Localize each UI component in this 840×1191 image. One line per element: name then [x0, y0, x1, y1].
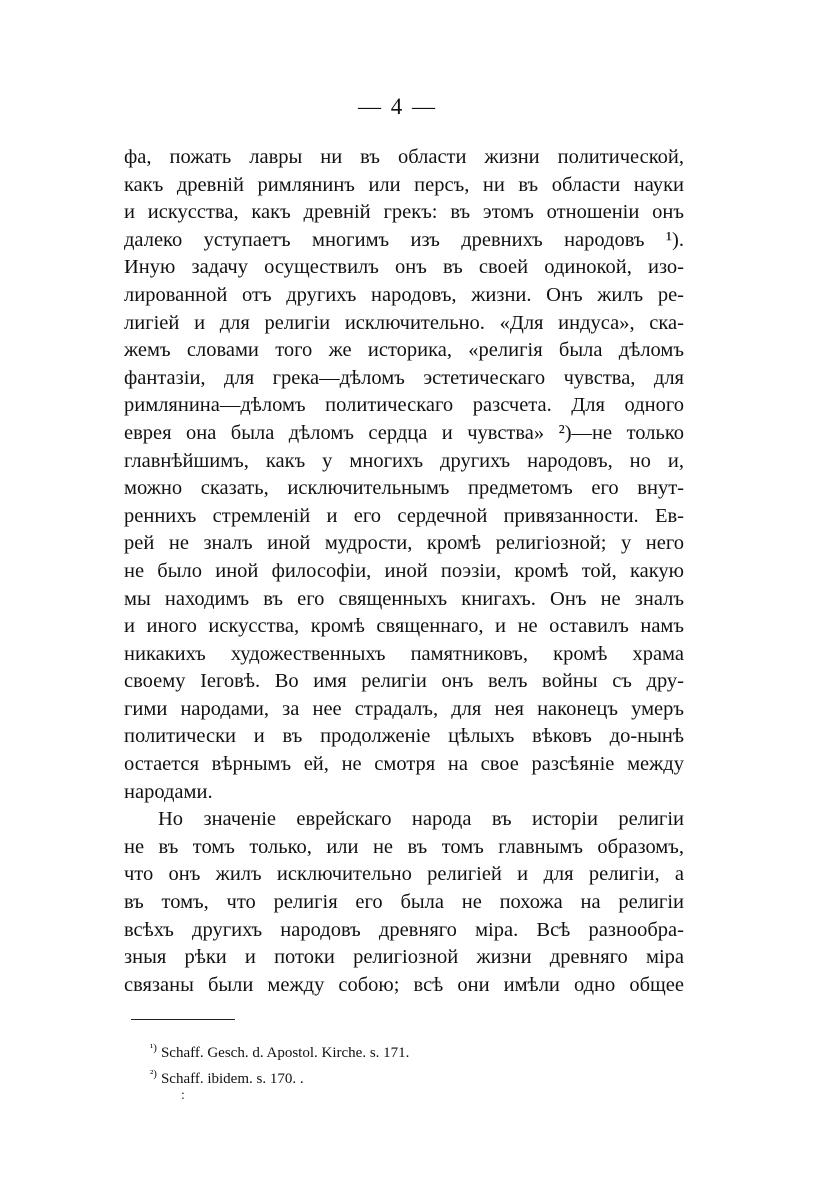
text-line: что онъ жилъ исключительно религіей и для религіи, а	[124, 863, 684, 886]
text-line: лированной отъ другихъ народовъ, жизни. Онъ жилъ ре-	[124, 283, 684, 306]
text-line: можно сказать, исключительнымъ предметомъ его внут-	[124, 477, 684, 500]
footnote-text: Schaff. Gesch. d. Apostol. Kirche. s. 171.	[160, 1045, 410, 1061]
text-line: никакихъ художественныхъ памятниковъ, кромѣ храма	[124, 642, 684, 665]
text-line: римлянина—дѣломъ политическаго разсчета. Для одного	[124, 394, 684, 417]
text-line: гими народами, за нее страдалъ, для нея наконецъ умеръ	[124, 697, 684, 720]
paragraph-end-line: народами.	[124, 780, 213, 803]
text-line: своему Іеговѣ. Во имя религіи онъ велъ войны съ дру-	[124, 670, 684, 693]
body-text	[124, 144, 684, 999]
text-line: не было иной философіи, иной поэзіи, кромѣ той, какую	[124, 559, 684, 582]
text-line: мы находимъ въ его священныхъ книгахъ. Онъ не зналъ	[124, 587, 684, 610]
footnote-divider	[131, 1019, 235, 1020]
text-line: лигіей и для религіи исключительно. «Для индуса», ска-	[124, 311, 684, 334]
text-line: и искусства, какъ древній грекъ: въ этомъ отношеніи онъ	[124, 201, 684, 224]
text-line: и иного искусства, кромѣ священнаго, и не оставилъ намъ	[124, 615, 684, 638]
text-line: не въ томъ только, или не въ томъ главнымъ образомъ,	[124, 835, 684, 858]
text-line: связаны были между собою; всѣ они имѣли одно общее	[124, 973, 684, 996]
text-line: главнѣйшимъ, какъ у многихъ другихъ народовъ, но и,	[124, 449, 684, 472]
print-speck: :	[181, 1088, 185, 1103]
text-line: фантазіи, для грека—дѣломъ эстетическаго чувства, для	[124, 366, 684, 389]
text-line: далеко уступаетъ многимъ изъ древнихъ народовъ ¹).	[124, 228, 684, 251]
footnote-marker: ¹)	[150, 1042, 157, 1054]
text-line: реннихъ стремленій и его сердечной привязанности. Ев-	[124, 504, 684, 527]
text-line: зныя рѣки и потоки религіозной жизни древняго міра	[124, 946, 684, 969]
footnotes	[150, 1040, 650, 1092]
page-number: — 4 —	[358, 94, 437, 119]
text-line: въ томъ, что религія его была не похожа на религіи	[124, 891, 684, 914]
text-line: всѣхъ другихъ народовъ древняго міра. Всѣ разнообра-	[124, 918, 684, 941]
footnote-2	[150, 1066, 650, 1092]
text-line: какъ древній римлянинъ или персъ, ни въ области науки	[124, 173, 684, 196]
text-line: еврея она была дѣломъ сердца и чувства» ²)—не только	[124, 421, 684, 444]
text-line: остается вѣрнымъ ей, не смотря на свое разсѣяніе между	[124, 753, 684, 776]
footnote-1	[150, 1040, 650, 1066]
footnote-text: Schaff. ibidem. s. 170. .	[160, 1071, 304, 1087]
text-line: Иную задачу осуществилъ онъ въ своей одинокой, изо-	[124, 256, 684, 279]
text-line: рей не зналъ иной мудрости, кромѣ религіозной; у него	[124, 532, 684, 555]
footnote-marker: ²)	[150, 1068, 157, 1080]
paragraph-start-line: Но значеніе еврейскаго народа въ исторіи религіи	[158, 808, 684, 831]
text-line: жемъ словами того же историка, «религія была дѣломъ	[124, 339, 684, 362]
text-line: политически и въ продолженіе цѣлыхъ вѣковъ до-нынѣ	[124, 725, 684, 748]
text-line: фа, пожать лавры ни въ области жизни политической,	[124, 146, 684, 168]
